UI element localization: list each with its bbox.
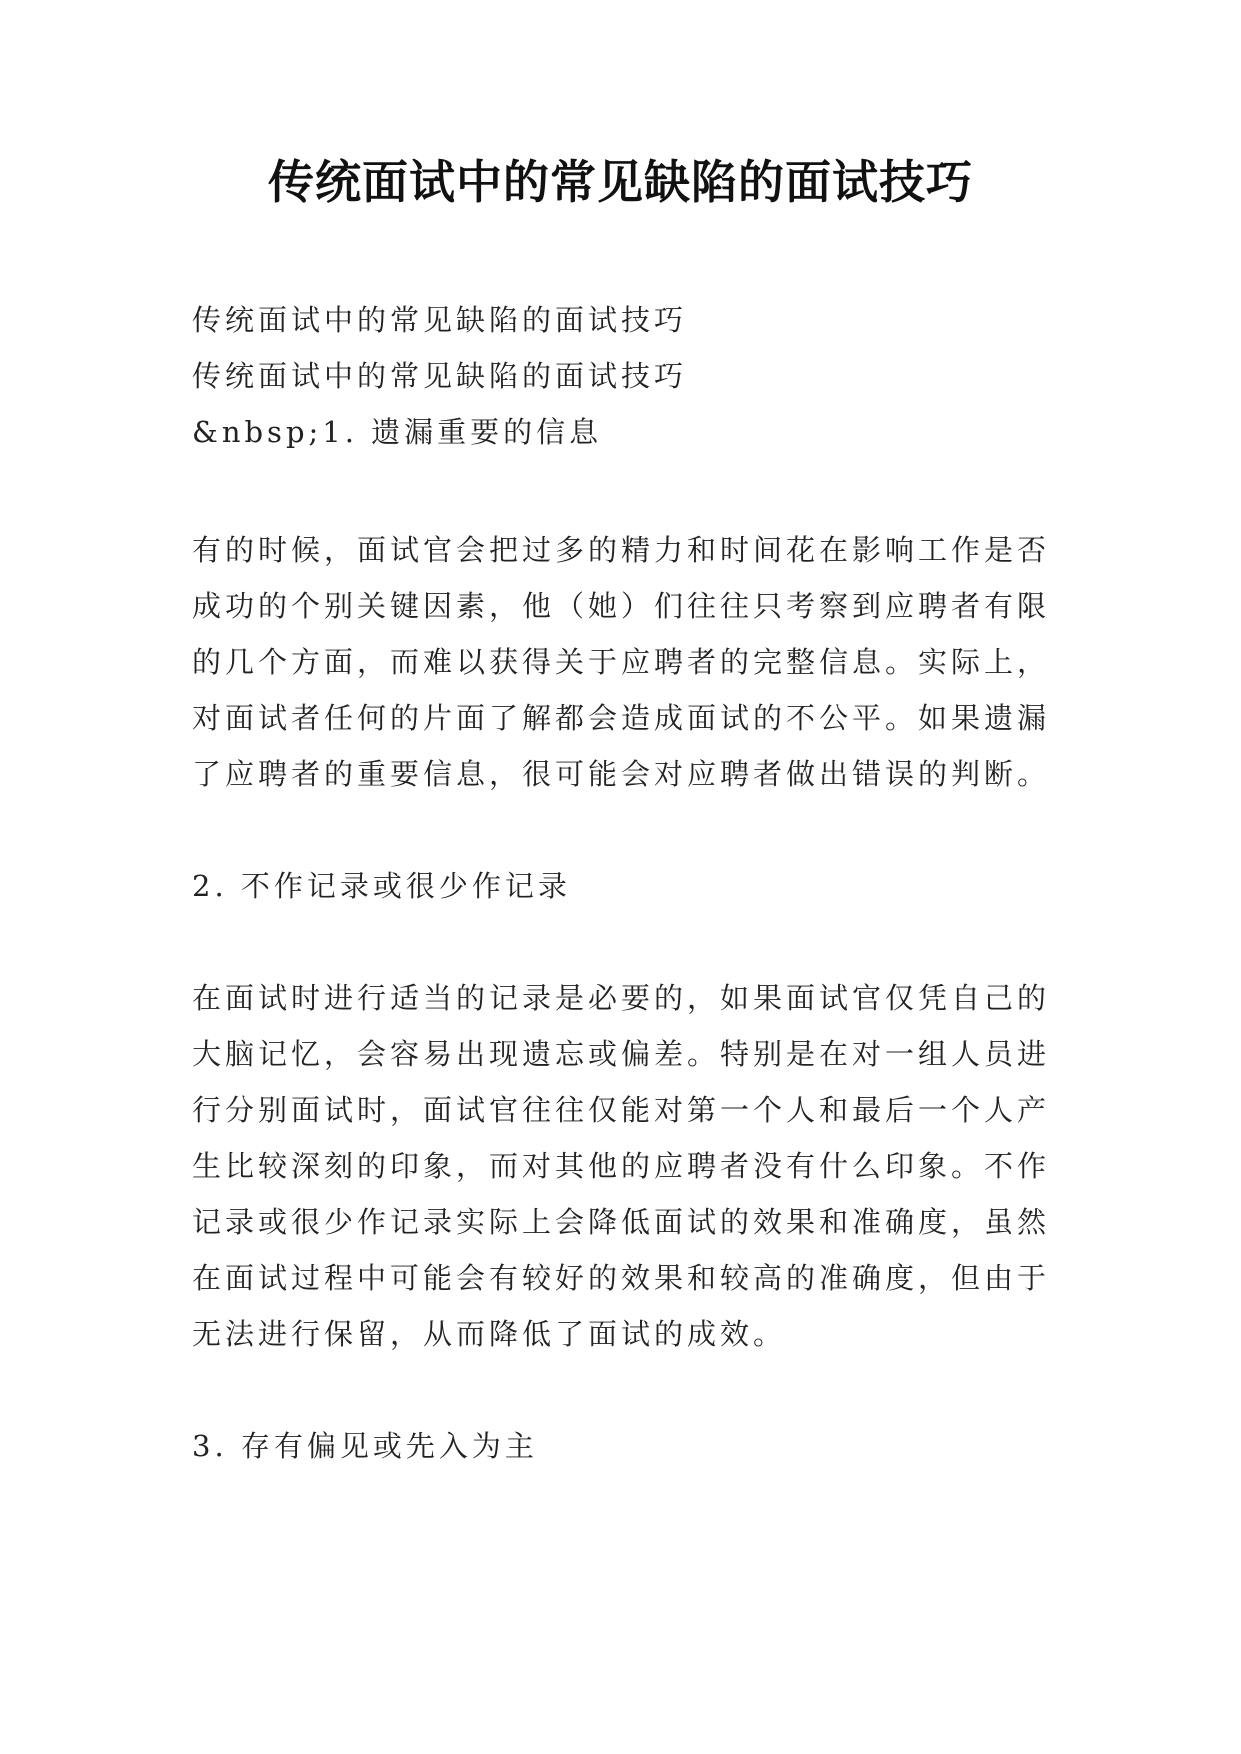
paragraph-line: 在面试时进行适当的记录是必要的，如果面试官仅凭自己的: [192, 981, 1051, 1015]
paragraph-line: 了应聘者的重要信息，很可能会对应聘者做出错误的判断。: [192, 757, 1051, 791]
paragraph-line: 成功的个别关键因素，他（她）们往往只考察到应聘者有限: [192, 589, 1051, 623]
paragraph-line: 生比较深刻的印象，而对其他的应聘者没有什么印象。不作: [192, 1149, 1051, 1183]
paragraph-line: 行分别面试时，面试官往往仅能对第一个人和最后一个人产: [192, 1093, 1051, 1127]
paragraph-line: 大脑记忆，会容易出现遗忘或偏差。特别是在对一组人员进: [192, 1037, 1051, 1071]
document-body: [192, 292, 1072, 1474]
paragraph-line: 记录或很少作记录实际上会降低面试的效果和准确度，虽然: [192, 1205, 1051, 1239]
spacer: [192, 802, 1072, 858]
intro-line: 传统面试中的常见缺陷的面试技巧: [192, 303, 688, 337]
document-title: 传统面试中的常见缺陷的面试技巧: [268, 155, 973, 209]
paragraph-line: 无法进行保留，从而降低了面试的成效。: [192, 1317, 787, 1351]
paragraph-line: 对面试者任何的片面了解都会造成面试的不公平。如果遗漏: [192, 701, 1051, 735]
section1-heading: &nbsp;1. 遗漏重要的信息: [192, 415, 603, 449]
paragraph-line: 在面试过程中可能会有较好的效果和较高的准确度，但由于: [192, 1261, 1051, 1295]
intro-line: 传统面试中的常见缺陷的面试技巧: [192, 359, 688, 393]
section2-heading: 2. 不作记录或很少作记录: [192, 869, 571, 903]
spacer: [192, 460, 1072, 522]
spacer: [192, 1362, 1072, 1418]
section3-heading: 3. 存有偏见或先入为主: [192, 1429, 538, 1463]
paragraph-line: 的几个方面，而难以获得关于应聘者的完整信息。实际上，: [192, 645, 1051, 679]
paragraph-line: 有的时候，面试官会把过多的精力和时间花在影响工作是否: [192, 533, 1051, 567]
spacer: [192, 914, 1072, 970]
